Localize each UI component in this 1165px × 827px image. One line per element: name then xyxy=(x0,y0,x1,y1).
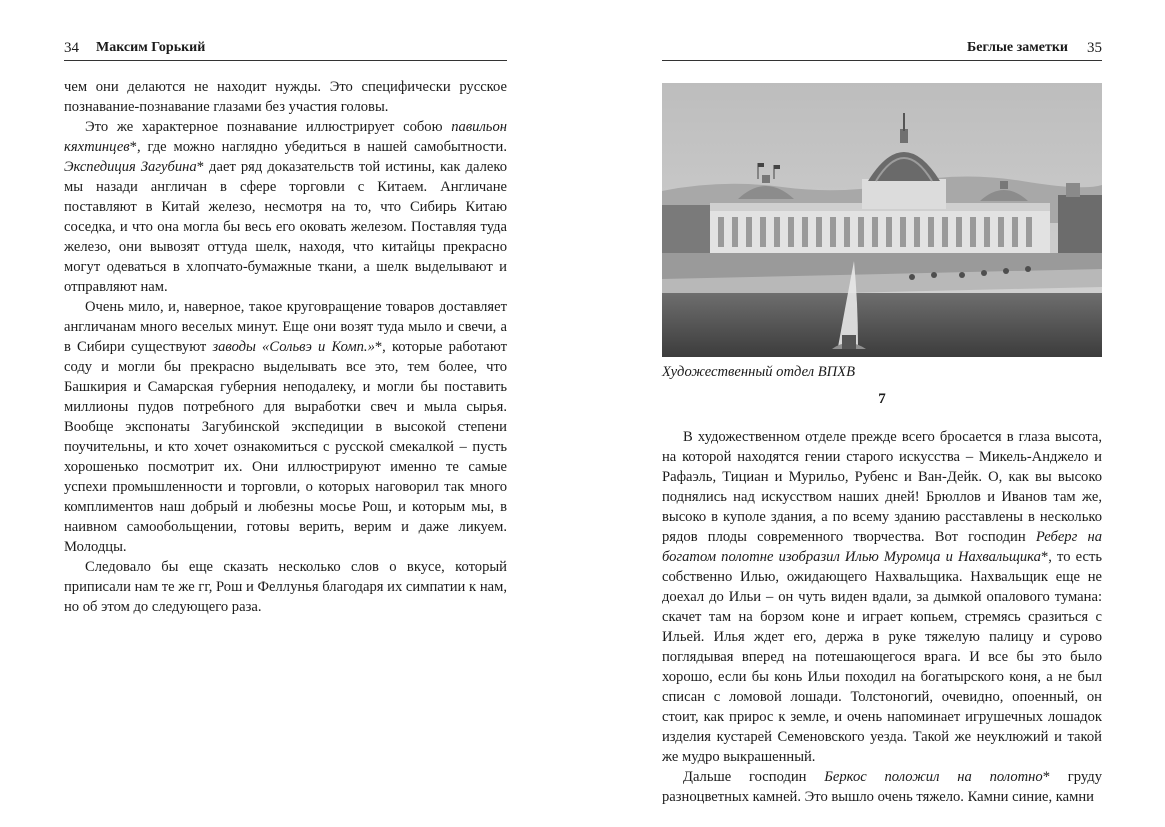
italic-run: Реберг на богатом полотне изобразил Илью Муромца и Нахвальщика xyxy=(662,529,1102,565)
italic-run: заводы «Сольвэ и Комп.» xyxy=(212,339,375,355)
right-page-number: 35 xyxy=(1087,40,1102,56)
paragraph xyxy=(662,427,1102,767)
text-run: *, где можно наглядно убедиться в нашей самобытности. xyxy=(129,139,507,155)
text-run: чем они делаются не находит нужды. Это специфически русское познавание-познавание глазами без участия головы. xyxy=(64,79,507,115)
paragraph xyxy=(64,77,507,117)
right-running-header xyxy=(662,38,1102,58)
text-run: В художественном отделе прежде всего бросается в глаза высота, на которой находятся гении старого искусства – Микель-Анджело и Рафаэль, Тициан и Мурильо, Рубенс и Ван-Дейк. О, как вы высоко поднялись над искусством наших дней! Брюллов и Иванов там же, высоко в куполе здания, а по всему зданию расставлены в несколько рядов плоды современного творчества. Вот господин xyxy=(662,429,1102,545)
text-run: Очень мило, и, наверное, такое круговращение товаров доставляет англичанам много веселых минут. Еще они возят туда мыло и свечи, а в Сибири существуют xyxy=(64,299,507,355)
right-page xyxy=(662,0,1102,827)
left-page xyxy=(64,0,507,827)
paragraph xyxy=(64,557,507,617)
right-running-head: Беглые заметки xyxy=(966,40,1068,55)
text-run: Это же характерное познавание иллюстрирует собою xyxy=(85,119,452,135)
paragraph xyxy=(662,767,1102,807)
left-body-text xyxy=(64,77,507,617)
left-running-header xyxy=(64,38,507,58)
section-number: 7 xyxy=(878,391,886,407)
paragraph xyxy=(64,117,507,297)
text-run: * дает ряд доказательств той истины, как далеко мы назади англичан в сфере торговли с Китаем. Англичане поставляют в Китай железо, несмотря на то, что Сибирь Китаю соседка, и что она могла бы весь его оковать железом. Поставляя туда железо, они вывозят оттуда шелк, находя, что китайцы прекрасно могут одеваться в хлопчато-бумажные ткани, а шелк выделывают и отправляют нам. xyxy=(64,159,507,295)
exhibition-pavilion-photo xyxy=(662,83,1102,357)
left-header-rule xyxy=(64,60,507,61)
text-run: * груду разноцветных камней. Это вышло очень тяжело. Камни синие, камни xyxy=(662,769,1102,805)
right-header-rule xyxy=(662,60,1102,61)
text-run: Следовало бы еще сказать несколько слов о вкусе, который приписали нам те же гг, Рош и Феллунья благодаря их симпатии к нам, но об этом до следующего раза. xyxy=(64,559,507,615)
italic-run: павильон кяхтинцев xyxy=(64,119,507,155)
paragraph xyxy=(64,297,507,557)
left-page-number: 34 xyxy=(64,40,79,56)
left-running-head: Максим Горький xyxy=(96,40,206,55)
text-run: Дальше господин xyxy=(683,769,825,785)
italic-run: Беркос положил на полотно xyxy=(824,769,1043,785)
text-run: *, то есть собственно Илью, ожидающего Нахвальщика. Нахвальщик еще не доехал до Ильи – он чуть виден вдали, за дымкой опалового тумана: скачет там на борзом коне и играет копьем, стремясь сразиться с Ильей. Илья ждет его, держа в руке тяжелую палицу и сурово поглядывая вперед на потешающегося врага. И все бы это было хорошо, если бы конь Ильи походил на богатырского коня, а не был списан с ломовой лошади. Толстоногий, очевидно, опоенный, он стоит, как прирос к земле, и очень напоминает игрушечных лошадок изделия кустарей Семеновского уезда. Такой же неуклюжий и такой же мудро выкрашенный. xyxy=(662,549,1102,765)
italic-run: Экспедиция Загубина xyxy=(64,159,197,175)
photo-caption: Художественный отдел ВПХВ xyxy=(662,364,855,380)
right-body-text xyxy=(662,427,1102,807)
text-run: *, которые работают соду и могли бы прекрасно выделывать все это, тем более, что Башкирия и Самарская губерния неподалеку, и могли бы поставить миллионы пудов потребного для выработки свеч и мыла сырья. Вообще экспонаты Загубинской экспедиции в высокой степени поучительны, и кто хочет ознакомиться с русской смекалкой – пусть хорошенько посмотрит их. Они иллюстрируют именно те самые успехи промышленности и торговли, о которых наговорил так много комплиментов наш добрый и любезны мосье Рош, и которым мы, в наивном самообольщении, готовы верить, верим и даже ликуем. Молодцы. xyxy=(64,339,508,555)
